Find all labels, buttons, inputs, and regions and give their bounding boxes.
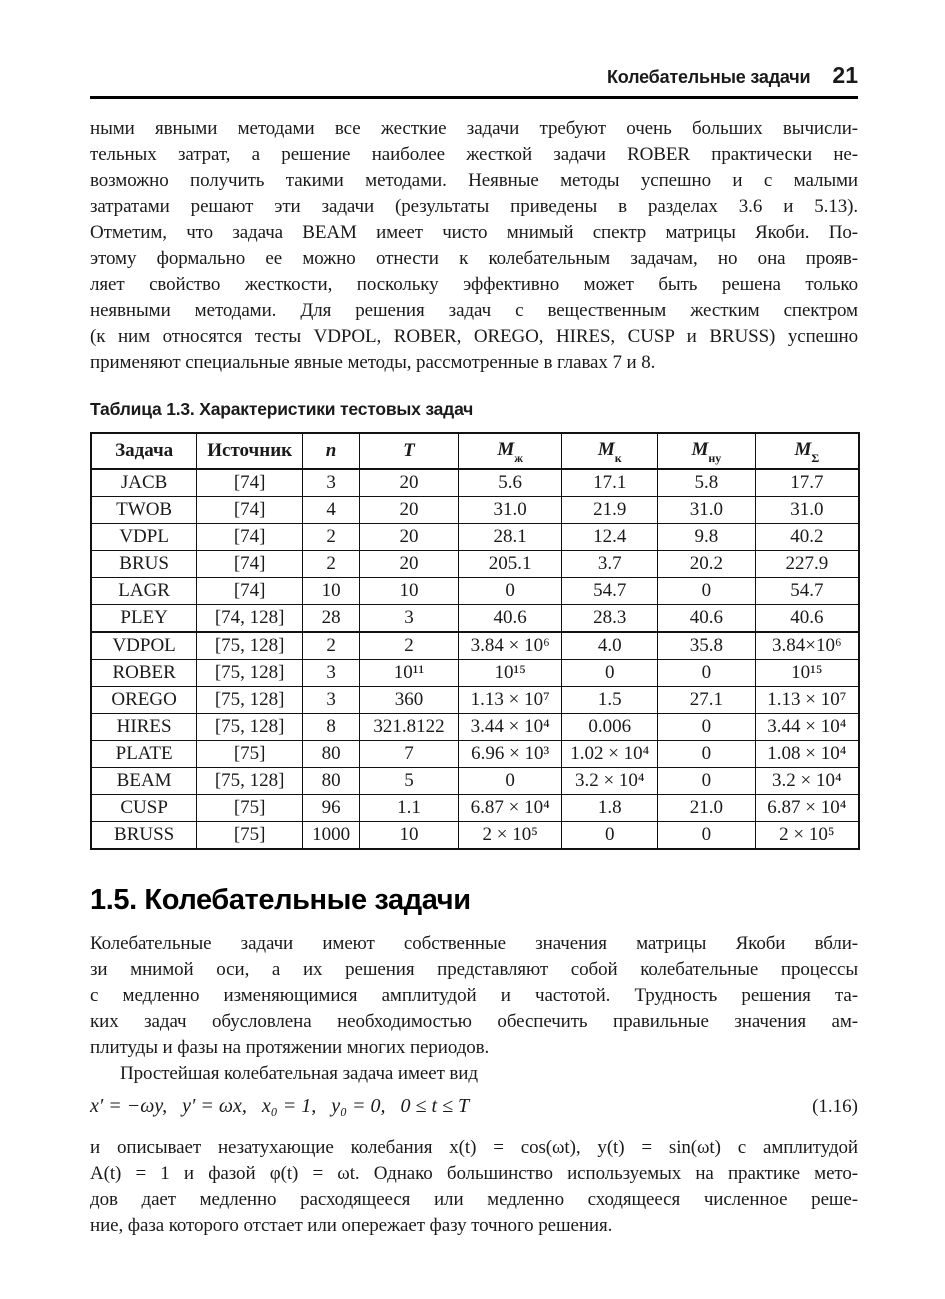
text-line: затратами решают эти задачи (результаты приведены в разделах 3.6 и 5.13). — [90, 196, 858, 217]
table-cell: 28 — [303, 605, 360, 633]
table-cell: 3.44 × 10⁴ — [458, 714, 562, 741]
table-cell: 0.006 — [562, 714, 658, 741]
table-cell: [74] — [197, 578, 303, 605]
table-cell: HIRES — [91, 714, 197, 741]
table-header — [91, 433, 859, 469]
table-cell: 0 — [562, 822, 658, 850]
table-cell: 1.5 — [562, 687, 658, 714]
page-number: 21 — [832, 62, 858, 88]
table-cell: 9.8 — [658, 524, 756, 551]
section-heading-1-5: 1.5. Колебательные задачи — [90, 884, 471, 916]
table-cell: 5.6 — [458, 469, 562, 497]
table-cell: 0 — [458, 578, 562, 605]
table-cell: 21.0 — [658, 795, 756, 822]
text-line: применяют специальные явные методы, рассмотренные в главах 7 и 8. — [90, 352, 656, 373]
table-cell: [75] — [197, 822, 303, 850]
table-cell: 3 — [303, 469, 360, 497]
table-cell: 2 × 10⁵ — [755, 822, 859, 850]
table-row — [91, 497, 859, 524]
table-cell: 0 — [658, 578, 756, 605]
text-line: Колебательные задачи имеют собственные значения матрицы Якоби вбли- — [90, 933, 858, 954]
column-header: Задача — [91, 433, 197, 469]
table-cell: [74] — [197, 524, 303, 551]
table-cell: 10¹⁵ — [755, 660, 859, 687]
table-row — [91, 714, 859, 741]
table-cell: 227.9 — [755, 551, 859, 578]
paragraph-stiff-problems — [90, 116, 858, 376]
table-cell: 3 — [360, 605, 459, 633]
table-cell: 20 — [360, 469, 459, 497]
table-cell: VDPL — [91, 524, 197, 551]
table-cell: 96 — [303, 795, 360, 822]
column-header: $M_к$ — [562, 433, 658, 469]
table-cell: 3.84×10⁶ — [755, 632, 859, 660]
table-cell: [75, 128] — [197, 660, 303, 687]
table-cell: 10 — [303, 578, 360, 605]
table-row — [91, 632, 859, 660]
table-cell: 10¹¹ — [360, 660, 459, 687]
table-cell: 28.3 — [562, 605, 658, 633]
table-cell: 31.0 — [658, 497, 756, 524]
table-row — [91, 605, 859, 633]
table-cell: TWOB — [91, 497, 197, 524]
table-cell: 2 — [303, 551, 360, 578]
table-row — [91, 822, 859, 850]
table-cell: 10 — [360, 578, 459, 605]
table-cell: 40.6 — [658, 605, 756, 633]
table-cell: 20 — [360, 524, 459, 551]
table-row — [91, 741, 859, 768]
table-cell: 1.08 × 10⁴ — [755, 741, 859, 768]
table-row — [91, 551, 859, 578]
text-line: ными явными методами все жесткие задачи требуют очень больших вычисли- — [90, 118, 858, 139]
text-line: возможно получить такими методами. Неявные методы успешно и с малыми — [90, 170, 858, 191]
table-row — [91, 687, 859, 714]
table-cell: 2 — [303, 632, 360, 660]
table-cell: 54.7 — [755, 578, 859, 605]
text-line: дов дает медленно расходящееся или медленно сходящееся численное реше- — [90, 1189, 858, 1210]
table-cell: 0 — [658, 822, 756, 850]
table-cell: [75] — [197, 741, 303, 768]
table-cell: [75, 128] — [197, 768, 303, 795]
table-cell: [75, 128] — [197, 632, 303, 660]
table-cell: 5 — [360, 768, 459, 795]
table-header-row — [91, 433, 859, 469]
table-cell: 1000 — [303, 822, 360, 850]
column-header: $M_\Sigma$ — [755, 433, 859, 469]
text-line: ляет свойство жесткости, поскольку эффективно может быть решена только — [90, 274, 858, 295]
table-cell: JACB — [91, 469, 197, 497]
text-line: плитуды и фазы на протяжении многих периодов. — [90, 1037, 490, 1058]
table-row — [91, 524, 859, 551]
table-row — [91, 469, 859, 497]
table-cell: 3 — [303, 687, 360, 714]
table-cell: 3.44 × 10⁴ — [755, 714, 859, 741]
table-cell: 21.9 — [562, 497, 658, 524]
table-cell: PLEY — [91, 605, 197, 633]
table-row — [91, 795, 859, 822]
table-cell: 0 — [458, 768, 562, 795]
table-cell: 17.1 — [562, 469, 658, 497]
text-line: ние, фаза которого отстает или опережает фазу точного решения. — [90, 1215, 613, 1236]
table-body — [91, 469, 859, 849]
table-cell: 1.02 × 10⁴ — [562, 741, 658, 768]
test-problems-table — [90, 432, 860, 850]
table-cell: 5.8 — [658, 469, 756, 497]
column-header: n — [303, 433, 360, 469]
table-cell: [74] — [197, 497, 303, 524]
table-row — [91, 578, 859, 605]
table-cell: 28.1 — [458, 524, 562, 551]
table-cell: [75] — [197, 795, 303, 822]
table-cell: BRUS — [91, 551, 197, 578]
table-cell: BRUSS — [91, 822, 197, 850]
table-cell: 205.1 — [458, 551, 562, 578]
equation-number: (1.16) — [812, 1096, 858, 1117]
table-cell: [75, 128] — [197, 714, 303, 741]
text-line: тельных затрат, а решение наиболее жесткой задачи ROBER практически не- — [90, 144, 858, 165]
table-cell: 1.13 × 10⁷ — [458, 687, 562, 714]
text-line: зи мнимой оси, а их решения представляют собой колебательные процессы — [90, 959, 858, 980]
table-row — [91, 768, 859, 795]
table-cell: ROBER — [91, 660, 197, 687]
table-cell: 2 — [360, 632, 459, 660]
table-cell: 31.0 — [755, 497, 859, 524]
table-cell: [74] — [197, 551, 303, 578]
running-head-title: Колебательные задачи — [606, 67, 811, 87]
table-cell: 40.2 — [755, 524, 859, 551]
table-cell: 10 — [360, 822, 459, 850]
table-cell: 20 — [360, 551, 459, 578]
table-cell: 40.6 — [458, 605, 562, 633]
table-row — [91, 660, 859, 687]
table-cell: [74, 128] — [197, 605, 303, 633]
table-cell: 3 — [303, 660, 360, 687]
table-cell: 7 — [360, 741, 459, 768]
table-cell: 0 — [658, 768, 756, 795]
text-line: этому формально ее можно отнести к колебательным задачам, но она прояв- — [90, 248, 858, 269]
table-cell: PLATE — [91, 741, 197, 768]
table-cell: 54.7 — [562, 578, 658, 605]
table-cell: 3.84 × 10⁶ — [458, 632, 562, 660]
text-line: A(t) = 1 и фазой φ(t) = ωt. Однако большинство используемых на практике мето- — [90, 1163, 858, 1184]
table-cell: 35.8 — [658, 632, 756, 660]
table-cell: 1.8 — [562, 795, 658, 822]
table-cell: LAGR — [91, 578, 197, 605]
paragraph-oscillatory-intro — [90, 931, 858, 1061]
column-header: T — [360, 433, 459, 469]
table-cell: BEAM — [91, 768, 197, 795]
table-cell: 40.6 — [755, 605, 859, 633]
table-cell: 0 — [658, 660, 756, 687]
equation-body: x′ = −ωy, y′ = ωx, x₀ = 1, y₀ = 0, 0 ≤ t ≤ T — [90, 1095, 470, 1117]
table-cell: 6.87 × 10⁴ — [755, 795, 859, 822]
table-cell: 3.2 × 10⁴ — [562, 768, 658, 795]
table-cell: 4.0 — [562, 632, 658, 660]
equation-lead-in: Простейшая колебательная задача имеет вид — [120, 1063, 478, 1084]
table-cell: 1.1 — [360, 795, 459, 822]
table-cell: 0 — [658, 741, 756, 768]
column-header: $M_ж$ — [458, 433, 562, 469]
table-cell: [74] — [197, 469, 303, 497]
column-header: Источник — [197, 433, 303, 469]
table-cell: 6.87 × 10⁴ — [458, 795, 562, 822]
text-line: ких задач обусловлена необходимостью обеспечить правильные значения ам- — [90, 1011, 858, 1032]
table-cell: 0 — [562, 660, 658, 687]
table-caption: Таблица 1.3. Характеристики тестовых задач — [90, 399, 474, 419]
table-cell: 10¹⁵ — [458, 660, 562, 687]
header-rule — [90, 96, 858, 99]
table-cell: [75, 128] — [197, 687, 303, 714]
equation-1-16 — [90, 1095, 858, 1118]
running-head — [90, 62, 858, 92]
table-cell: 8 — [303, 714, 360, 741]
paragraph-oscillation-description — [90, 1135, 858, 1239]
table-cell: 321.8122 — [360, 714, 459, 741]
table-cell: 3.7 — [562, 551, 658, 578]
table-cell: 6.96 × 10³ — [458, 741, 562, 768]
table-cell: VDPOL — [91, 632, 197, 660]
table-cell: 12.4 — [562, 524, 658, 551]
table-cell: 1.13 × 10⁷ — [755, 687, 859, 714]
table-cell: 20.2 — [658, 551, 756, 578]
table-cell: 80 — [303, 768, 360, 795]
table-cell: 27.1 — [658, 687, 756, 714]
table-cell: 4 — [303, 497, 360, 524]
text-line: неявными методами. Для решения задач с вещественным жестким спектром — [90, 300, 858, 321]
table-cell: 2 — [303, 524, 360, 551]
table-cell: 3.2 × 10⁴ — [755, 768, 859, 795]
text-line: с медленно изменяющимися амплитудой и частотой. Трудность решения та- — [90, 985, 858, 1006]
table-cell: 31.0 — [458, 497, 562, 524]
table-cell: OREGO — [91, 687, 197, 714]
column-header: $M_{ну}$ — [658, 433, 756, 469]
table-cell: 80 — [303, 741, 360, 768]
table-cell: 0 — [658, 714, 756, 741]
table-cell: 2 × 10⁵ — [458, 822, 562, 850]
text-line: Отметим, что задача BEAM имеет чисто мнимый спектр матрицы Якоби. По- — [90, 222, 858, 243]
table-cell: 20 — [360, 497, 459, 524]
table-cell: 360 — [360, 687, 459, 714]
table-cell: CUSP — [91, 795, 197, 822]
text-line: (к ним относятся тесты VDPOL, ROBER, OREGO, HIRES, CUSP и BRUSS) успешно — [90, 326, 858, 347]
table-cell: 17.7 — [755, 469, 859, 497]
text-line: и описывает незатухающие колебания x(t) = cos(ωt), y(t) = sin(ωt) с амплитудой — [90, 1137, 858, 1158]
